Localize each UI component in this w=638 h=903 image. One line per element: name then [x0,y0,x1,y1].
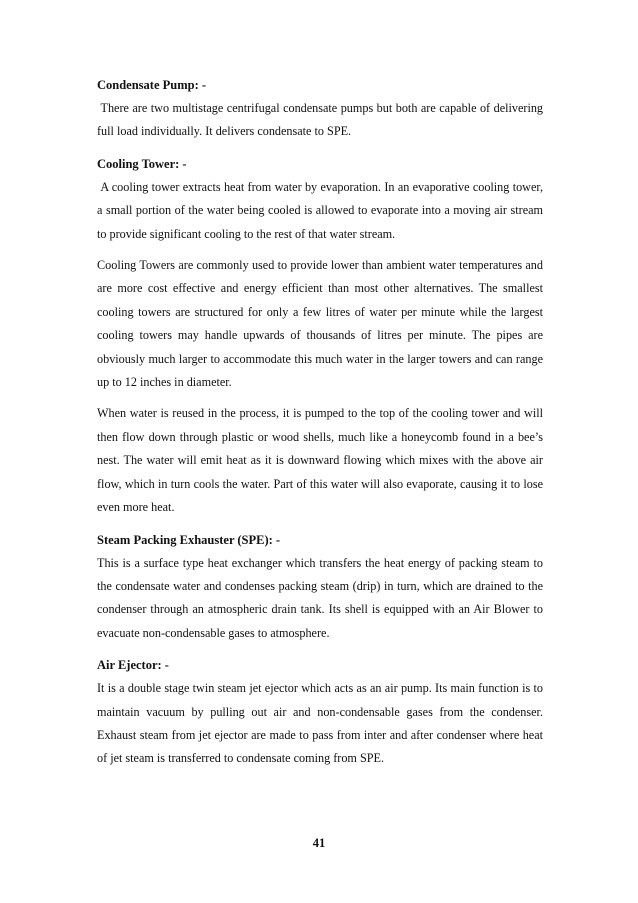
page-number: 41 [312,836,326,850]
section-air-ejector [97,653,543,771]
section-heading: Cooling Tower: - [97,156,187,171]
section-heading: Air Ejector: - [97,658,169,673]
document-page [97,73,547,771]
paragraph: Cooling Towers are commonly used to provide lower than ambient water temperatures and are more cost effective and energy efficient than most other alternatives. The smallest cooling towers are structured for only a few litres of water per minute while the largest cooling towers may handle upwards of thousands of litres per minute. The pipes are obviously much larger to accommodate this much water in the larger towers and can range up to 12 inches in diameter. [97,258,543,390]
section-steam-packing-exhauster [97,528,543,646]
section-condensate-pump [97,73,547,144]
paragraph: This is a surface type heat exchanger which transfers the heat energy of packing steam to the condensate water and condenses packing steam (drip) in turn, which are drained to the condenser through an atmospheric drain tank. Its shell is equipped with an Air Blower to evacuate non-condensable gases to atmosphere. [97,555,543,640]
paragraph: It is a double stage twin steam jet ejector which acts as an air pump. Its main function is to maintain vacuum by pulling out air and non-condensable gases from the condenser. Exhaust steam from jet ejector are made to pass from inter and after condenser where heat of jet steam is transferred to condensate coming from SPE. [97,681,543,766]
section-cooling-tower [97,152,547,520]
paragraph: A cooling tower extracts heat from water by evaporation. In an evaporative cooling tower, a small portion of the water being cooled is allowed to evaporate into a moving air stream to provide significant cooling to the rest of that water stream. [97,179,547,241]
paragraph: There are two multistage centrifugal condensate pumps but both are capable of delivering full load individually. It delivers condensate to SPE. [97,101,547,139]
paragraph: When water is reused in the process, it is pumped to the top of the cooling tower and will then flow down through plastic or wood shells, much like a honeycomb found in a bee’s nest. The water will emit heat as it is downward flowing which mixes with the above air flow, which in turn cools the water. Part of this water will also evaporate, causing it to lose even more heat. [97,406,543,515]
section-heading: Steam Packing Exhauster (SPE): - [97,532,281,547]
section-heading: Condensate Pump: - [97,78,207,92]
